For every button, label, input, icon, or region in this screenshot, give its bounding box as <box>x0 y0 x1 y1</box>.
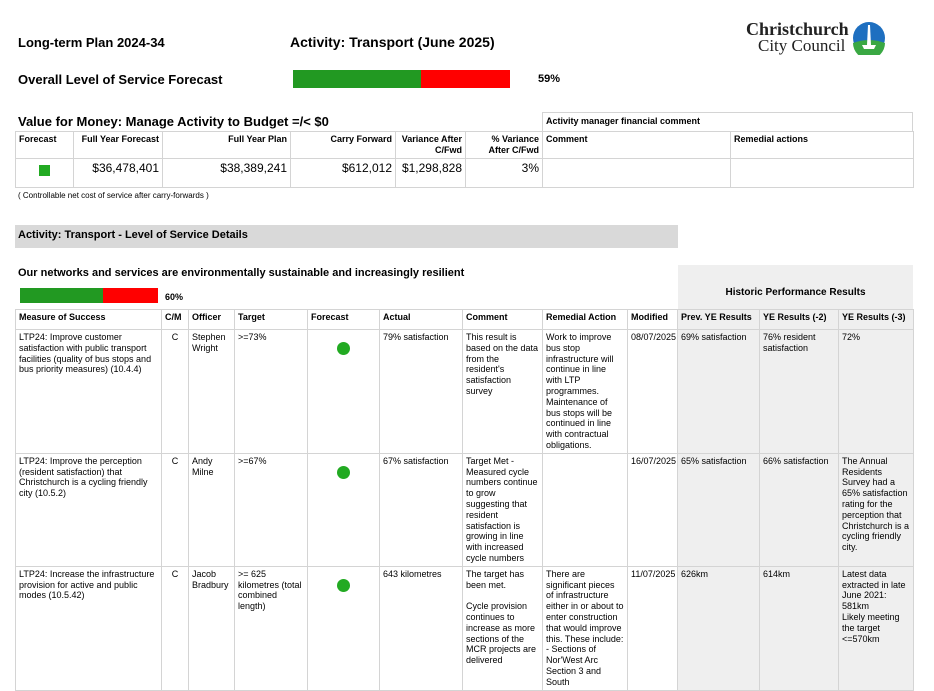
ye2-cell: 66% satisfaction <box>760 453 839 566</box>
officer-cell: Stephen Wright <box>189 330 235 454</box>
modified-cell: 11/07/2025 <box>628 566 678 690</box>
col-actual: Actual <box>380 310 463 330</box>
col-full-year-plan: Full Year Plan <box>163 132 291 159</box>
historic-title: Historic Performance Results <box>725 287 866 298</box>
comment-cell: This result is based on the data from the resident's satisfaction survey <box>463 330 543 454</box>
col-pct-variance: % Variance After C/Fwd <box>466 132 543 159</box>
forecast-cell <box>308 453 380 566</box>
overall-los-label: Overall Level of Service Forecast <box>18 72 223 87</box>
col-carry-forward: Carry Forward <box>291 132 396 159</box>
col-forecast: Forecast <box>16 132 74 159</box>
col-remedial: Remedial Action <box>543 310 628 330</box>
col-measure: Measure of Success <box>16 310 162 330</box>
full-year-plan-value: $38,389,241 <box>163 159 291 188</box>
vfm-note: ( Controllable net cost of service after carry-forwards ) <box>18 191 209 200</box>
remedial-cell: There are significant pieces of infrastructure either in or about to enter construction that would improve this. These include: - Sections of Nor'West Arc Section 3 and South <box>543 566 628 690</box>
measure-cell: LTP24: Improve customer satisfaction with public transport facilities (quality of bus stops and bus priority measures) (10.4.4) <box>16 330 162 454</box>
remedial-cell: Work to improve bus stop infrastructure will continue in line with LTP programmes. Maintenance of bus stops will be continued in line with contractual obligations. <box>543 330 628 454</box>
target-cell: >=67% <box>235 453 308 566</box>
pct-variance-value: 3% <box>466 159 543 188</box>
col-modified: Modified <box>628 310 678 330</box>
forecast-cell <box>308 330 380 454</box>
los-section-title: Activity: Transport - Level of Service Details <box>15 225 678 248</box>
col-prev: Prev. YE Results <box>678 310 760 330</box>
los-table <box>15 309 914 691</box>
green-square-icon <box>39 165 50 176</box>
los-row <box>16 330 914 454</box>
vfm-table <box>15 131 914 188</box>
cathedral-logo-icon <box>852 21 886 55</box>
ye2-cell: 76% resident satisfaction <box>760 330 839 454</box>
council-logo: Christchurch City Council <box>746 21 888 57</box>
variance-value: $1,298,828 <box>396 159 466 188</box>
ye3-cell: Latest data extracted in late June 2021: 581km Likely meeting the target <=570km <box>839 566 914 690</box>
col-comment: Comment <box>463 310 543 330</box>
ye3-cell: 72% <box>839 330 914 454</box>
cm-cell: C <box>162 453 189 566</box>
los-row <box>16 453 914 566</box>
overall-los-bar-fill <box>293 70 421 88</box>
forecast-cell <box>16 159 74 188</box>
carry-forward-value: $612,012 <box>291 159 396 188</box>
full-year-forecast-value: $36,478,401 <box>74 159 163 188</box>
prev-cell: 65% satisfaction <box>678 453 760 566</box>
officer-cell: Andy Milne <box>189 453 235 566</box>
financial-comment-header: Activity manager financial comment <box>542 112 913 132</box>
col-remedial: Remedial actions <box>731 132 914 159</box>
plan-title: Long-term Plan 2024-34 <box>18 35 165 50</box>
goal-los-percent: 60% <box>165 292 184 302</box>
col-ye2: YE Results (-2) <box>760 310 839 330</box>
forecast-cell <box>308 566 380 690</box>
measure-cell: LTP24: Increase the infrastructure provision for active and public modes (10.5.42) <box>16 566 162 690</box>
vfm-data-row <box>16 159 914 188</box>
activity-title: Activity: Transport (June 2025) <box>290 34 495 50</box>
remedial-value <box>731 159 914 188</box>
cm-cell: C <box>162 330 189 454</box>
los-row <box>16 566 914 690</box>
prev-cell: 626km <box>678 566 760 690</box>
remedial-cell <box>543 453 628 566</box>
ye2-cell: 614km <box>760 566 839 690</box>
vfm-header-row <box>16 132 914 159</box>
comment-cell: The target has been met. Cycle provision continues to increase as more sections of the MCR projects are delivered <box>463 566 543 690</box>
col-ye3: YE Results (-3) <box>839 310 914 330</box>
col-officer: Officer <box>189 310 235 330</box>
col-cm: C/M <box>162 310 189 330</box>
col-full-year-forecast: Full Year Forecast <box>74 132 163 159</box>
los-header-row <box>16 310 914 330</box>
modified-cell: 16/07/2025 <box>628 453 678 566</box>
col-target: Target <box>235 310 308 330</box>
target-cell: >= 625 kilometres (total combined length) <box>235 566 308 690</box>
green-status-dot-icon <box>337 466 350 479</box>
overall-los-percent: 59% <box>538 73 561 85</box>
ye3-cell: The Annual Residents Survey had a 65% satisfaction rating for the perception that Christchurch is a cycling friendly city. <box>839 453 914 566</box>
goal-los-bar-fill <box>20 288 103 303</box>
col-forecast: Forecast <box>308 310 380 330</box>
comment-value <box>543 159 731 188</box>
comment-cell: Target Met - Measured cycle numbers continue to grow suggesting that resident satisfaction is growing in line with increased cycle numbers <box>463 453 543 566</box>
actual-cell: 79% satisfaction <box>380 330 463 454</box>
cm-cell: C <box>162 566 189 690</box>
officer-cell: Jacob Bradbury <box>189 566 235 690</box>
col-variance: Variance After C/Fwd <box>396 132 466 159</box>
los-goal: Our networks and services are environmentally sustainable and increasingly resilient <box>18 267 465 279</box>
measure-cell: LTP24: Improve the perception (resident satisfaction) that Christchurch is a cycling friendly city (10.5.2) <box>16 453 162 566</box>
modified-cell: 08/07/2025 <box>628 330 678 454</box>
target-cell: >=73% <box>235 330 308 454</box>
prev-cell: 69% satisfaction <box>678 330 760 454</box>
col-comment: Comment <box>543 132 731 159</box>
goal-los-bar <box>20 288 158 303</box>
vfm-title: Value for Money: Manage Activity to Budget =/< $0 <box>18 114 329 129</box>
actual-cell: 643 kilometres <box>380 566 463 690</box>
actual-cell: 67% satisfaction <box>380 453 463 566</box>
overall-los-bar <box>293 70 510 88</box>
green-status-dot-icon <box>337 342 350 355</box>
green-status-dot-icon <box>337 579 350 592</box>
